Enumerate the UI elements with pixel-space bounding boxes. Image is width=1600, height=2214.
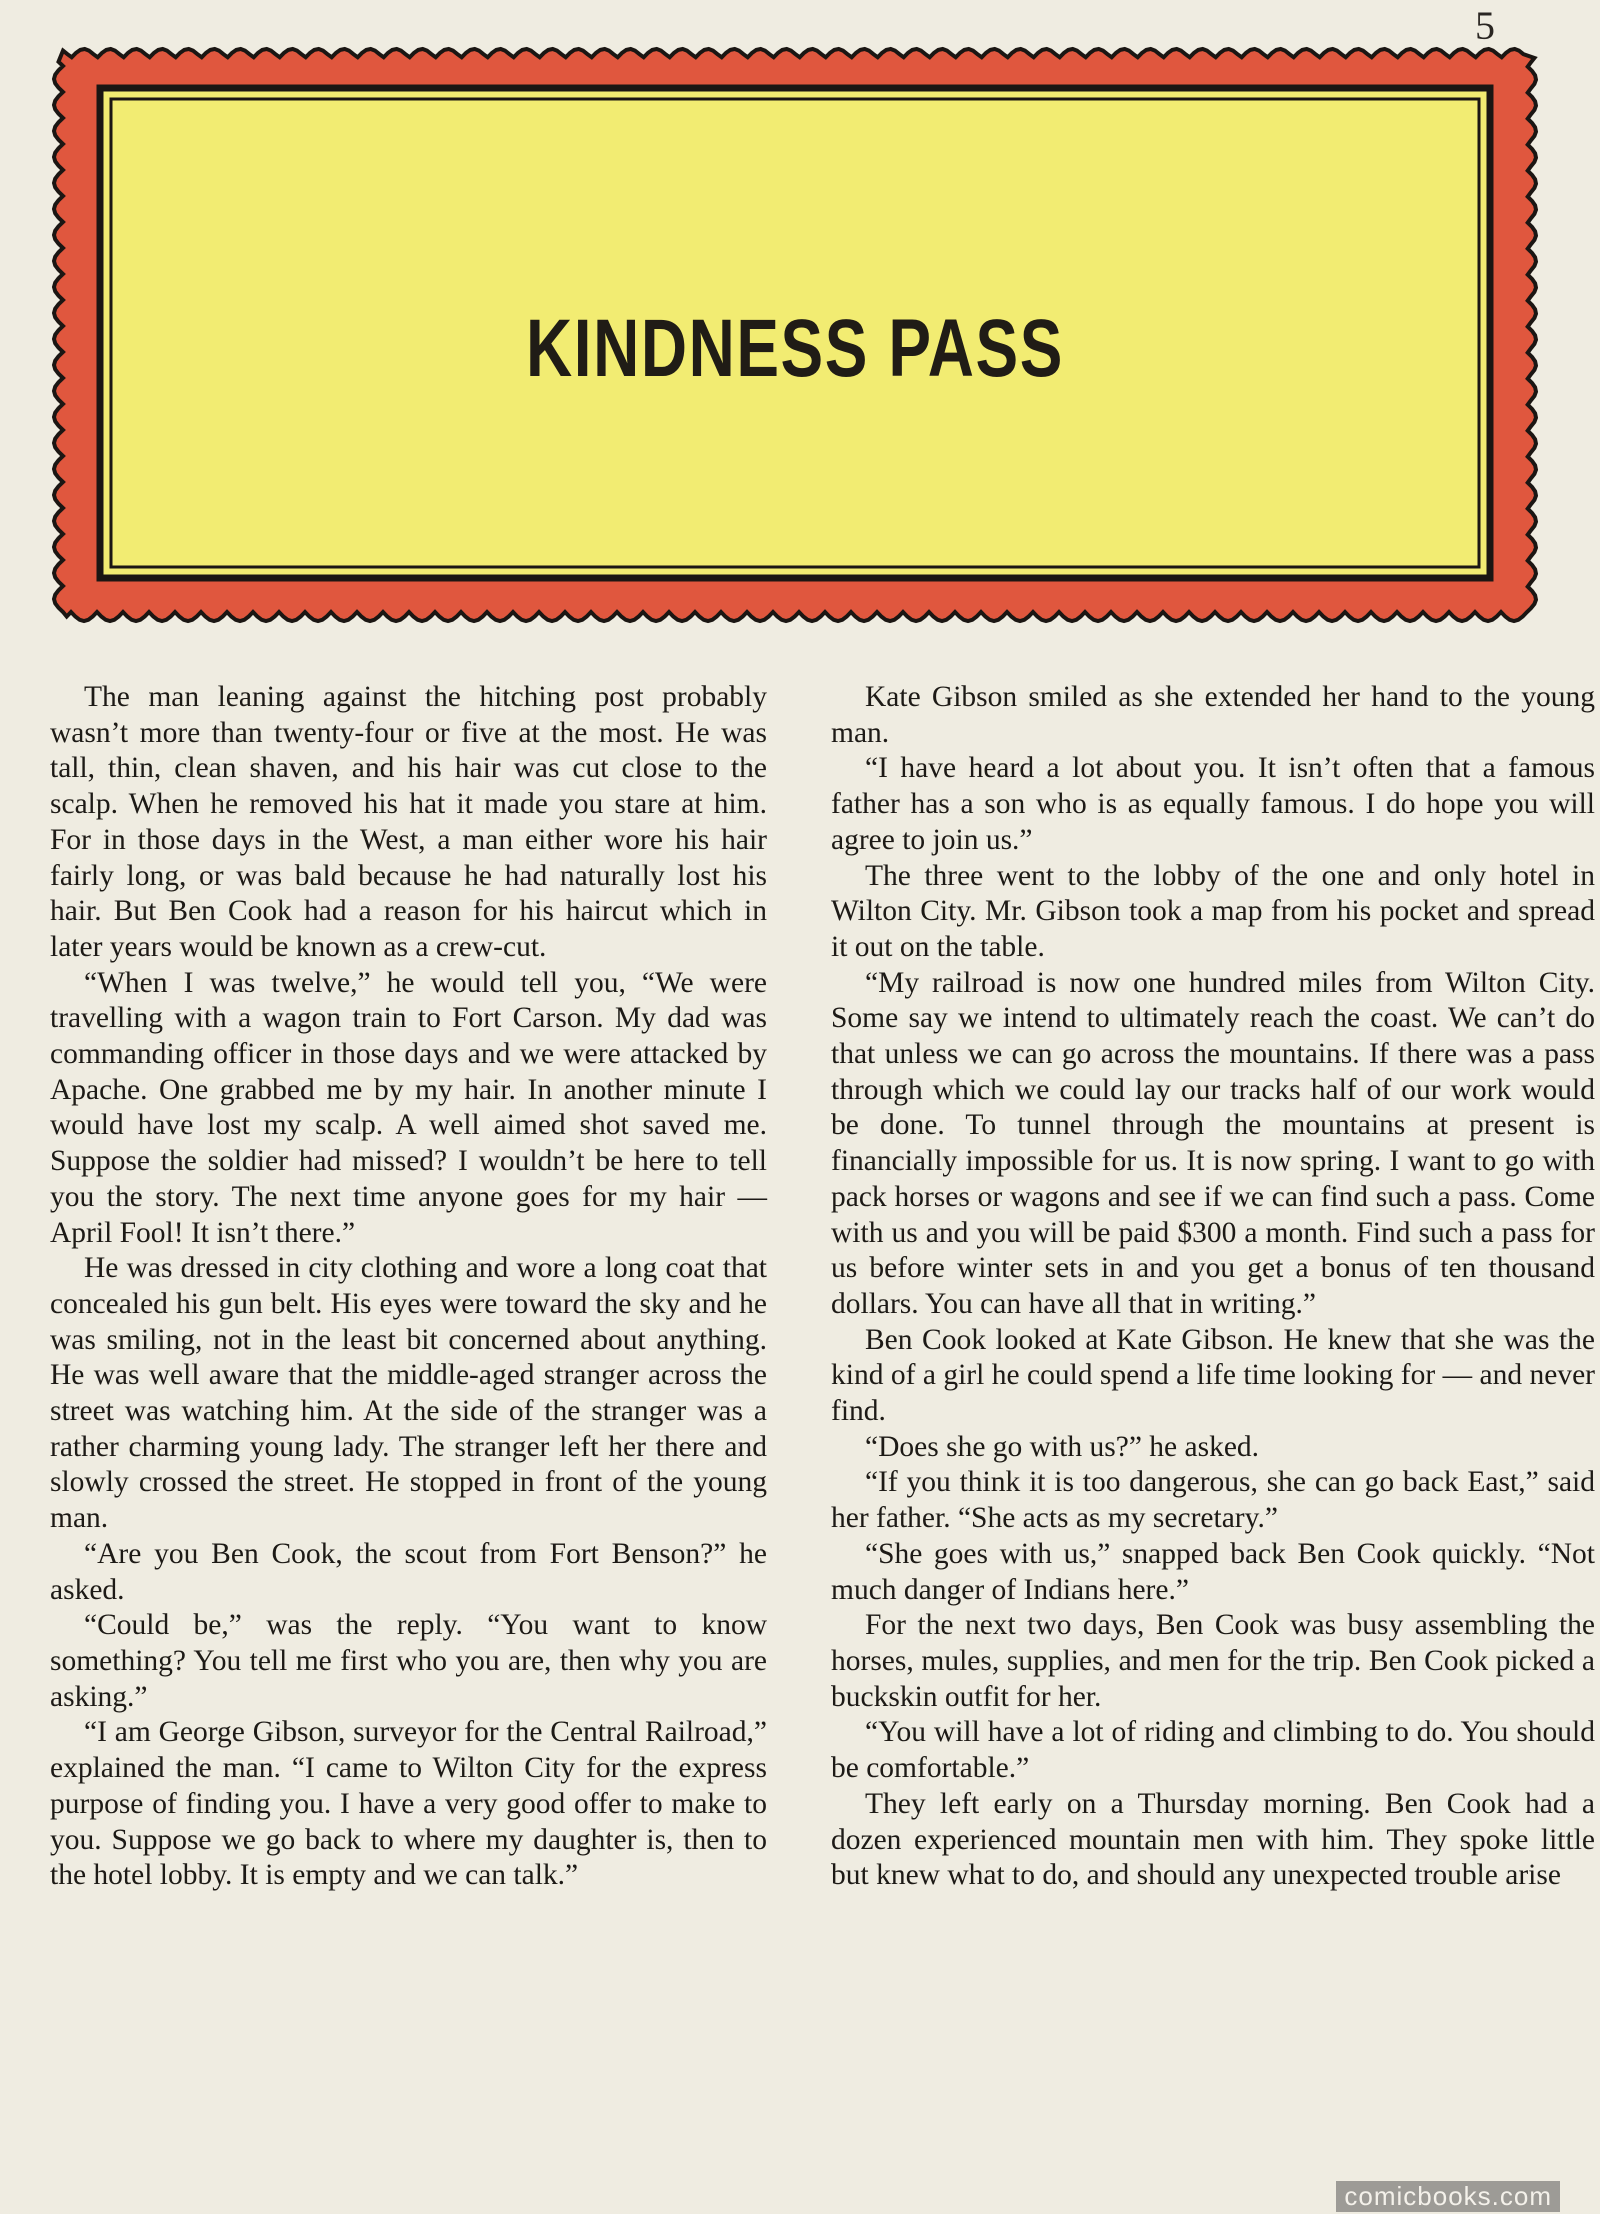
paragraph: “My railroad is now one hundred miles from Wilton City. Some say we intend to ultimately reach the coast. We can’t do that unless we can go across the mountains. If there was a pass through which we could lay our tracks half of our work would be done. To tunnel through the mountains at present is financially impossible for us. It is now spring. I want to go with pack horses or wagons and see if we can find such a pass. Come with us and you will be paid $300 a month. Find such a pass for us before winter sets in and you get a bonus of ten thousand dollars. You can have all that in writing.” — [831, 966, 1595, 1320]
story-text — [50, 680, 1595, 2180]
right-column — [831, 680, 1595, 1894]
paragraph: The three went to the lobby of the one and only hotel in Wilton City. Mr. Gibson took a map from his pocket and spread it out on the table. — [831, 859, 1595, 963]
paragraph: “You will have a lot of riding and climbing to do. You should be comfortable.” — [831, 1716, 1595, 1785]
paragraph: Ben Cook looked at Kate Gibson. He knew that she was the kind of a girl he could spend a life time looking for — and never find. — [831, 1323, 1595, 1428]
paragraph: “I have heard a lot about you. It isn’t often that a famous father has a son who is as equally famous. I do hope you will agree to join us.” — [831, 752, 1595, 856]
paragraph: “Could be,” was the reply. “You want to know something? You tell me first who you are, then why you are asking.” — [50, 1609, 767, 1713]
page-number: 5 — [1475, 3, 1495, 48]
paragraph: They left early on a Thursday morning. Ben Cook had a dozen experienced mountain men with him. They spoke little but knew what to do, and should any unexpected trouble arise — [831, 1787, 1595, 1892]
story-title: KINDNESS PASS — [525, 303, 1064, 394]
paragraph: For the next two days, Ben Cook was busy assembling the horses, mules, supplies, and men for the trip. Ben Cook picked a buckskin outfit for her. — [831, 1609, 1595, 1713]
watermark: comicbooks.com — [1336, 2181, 1560, 2212]
paragraph: The man leaning against the hitching post probably wasn’t more than twenty-four or five at the most. He was tall, thin, clean shaven, and his hair was cut close to the scalp. When he removed his hat it made you stare at him. For in those days in the West, a man either wore his hair fairly long, or was bald because he had naturally lost his hair. But Ben Cook had a reason for his haircut which in later years would be known as a crew-cut. — [50, 681, 767, 963]
paragraph: “She goes with us,” snapped back Ben Cook quickly. “Not much danger of Indians here.” — [831, 1537, 1595, 1606]
paragraph: Kate Gibson smiled as she extended her hand to the young man. — [831, 681, 1595, 749]
paragraph: “If you think it is too dangerous, she can go back East,” said her father. “She acts as my secretary.” — [831, 1466, 1595, 1535]
paragraph: “When I was twelve,” he would tell you, “We were travelling with a wagon train to Fort Carson. My dad was commanding officer in those days and we were attacked by Apache. One grabbed me by my hair. In another minute I would have lost my scalp. A well aimed shot saved me. Suppose the soldier had missed? I wouldn’t be here to tell you the story. The next time anyone goes for my hair — April Fool! It isn’t there.” — [50, 966, 767, 1249]
paragraph: “I am George Gibson, surveyor for the Central Railroad,” explained the man. “I came to Wilton City for the express purpose of finding you. I have a very good offer to make to you. Suppose we go back to where my daughter is, then to the hotel lobby. It is empty and we can talk.” — [50, 1716, 767, 1892]
title-banner — [45, 40, 1545, 630]
paragraph: “Are you Ben Cook, the scout from Fort Benson?” he asked. — [50, 1537, 767, 1606]
left-column — [50, 680, 767, 1894]
paragraph: He was dressed in city clothing and wore a long coat that concealed his gun belt. His eyes were toward the sky and he was smiling, not in the least bit concerned about anything. He was well aware that the middle-aged stranger across the street was watching him. At the side of the stranger was a rather charming young lady. The stranger left her there and slowly crossed the street. He stopped in front of the young man. — [50, 1252, 767, 1535]
paragraph: “Does she go with us?” he asked. — [865, 1430, 1260, 1463]
